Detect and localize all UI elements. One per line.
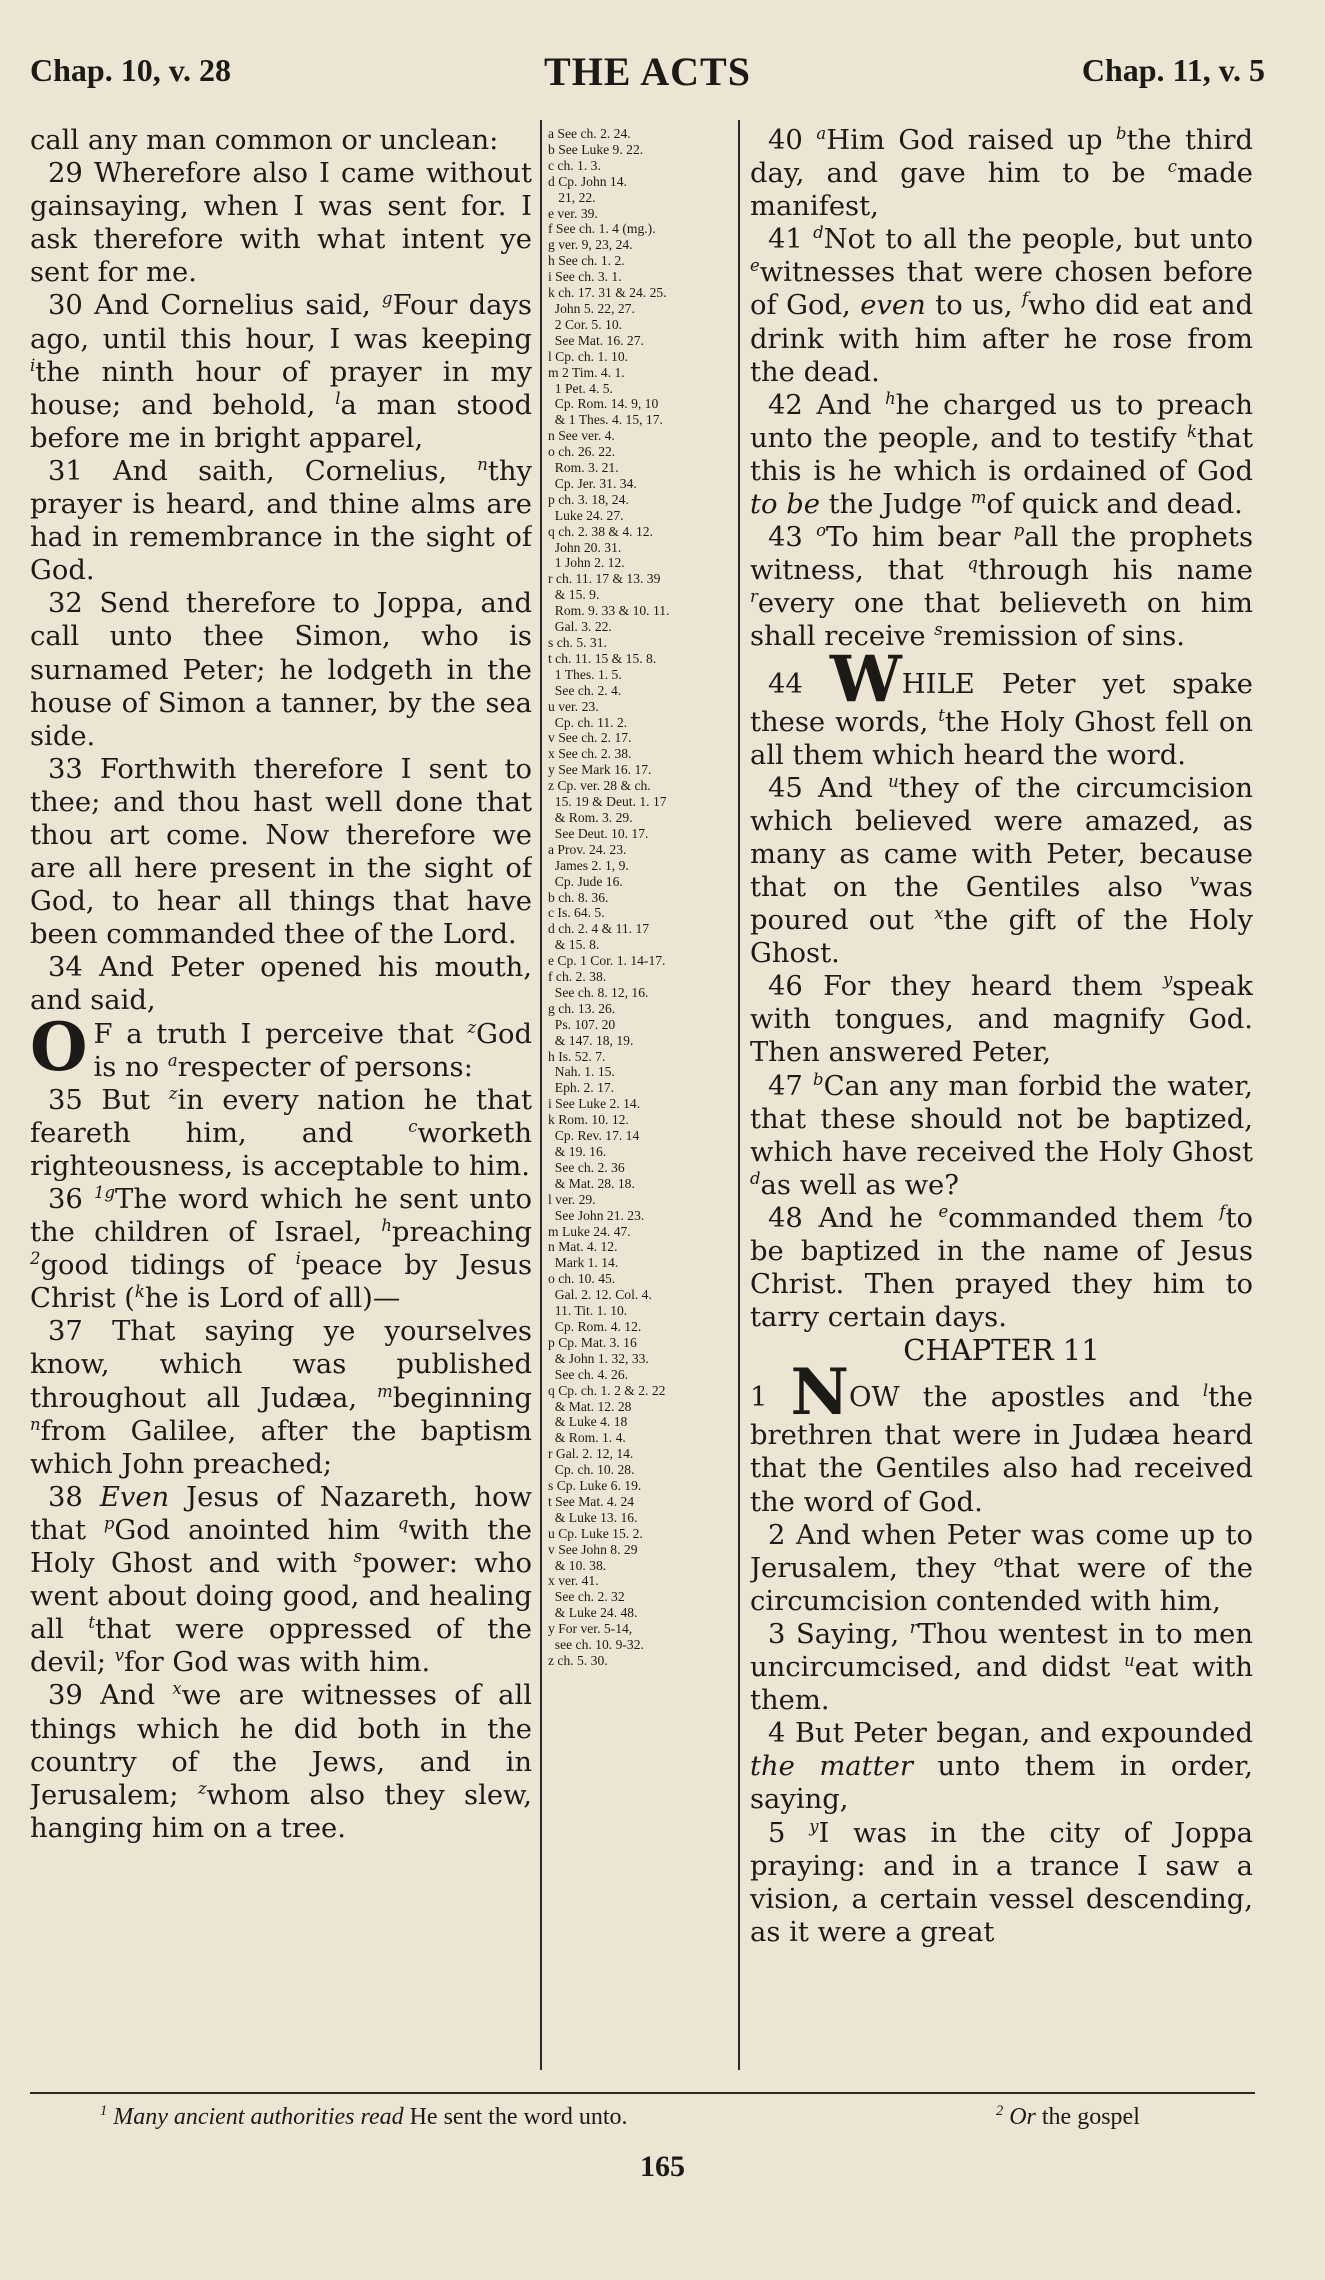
verse: 32 Send therefore to Joppa, and call unto thee Simon, who is surnamed Peter; he lodgeth in the house of Simon a tanner, by the sea side.	[30, 588, 532, 752]
cross-reference-line: u ver. 23.	[548, 698, 599, 714]
cross-reference-line: Cp. ch. 11. 2.	[548, 714, 628, 730]
verse: 30 And Cornelius said, $^g$Four days ago, until this hour, I was keeping $^i$the ninth hour of prayer in my house; and behold, $^l$a man stood before me in bright apparel,	[30, 289, 532, 454]
cross-reference-line: Cp. Jer. 31. 34.	[548, 475, 637, 491]
right-text-column	[750, 124, 1253, 2064]
cross-reference-line: s Cp. Luke 6. 19.	[548, 1478, 642, 1494]
page-number: 165	[640, 2150, 685, 2183]
cross-reference-line: t ch. 11. 15 & 15. 8.	[548, 650, 657, 666]
cross-reference-line: Gal. 2. 12. Col. 4.	[548, 1287, 652, 1303]
cross-reference-line: c ch. 1. 3.	[548, 157, 601, 173]
verse: 4 But Peter began, and expounded the matter unto them in order, saying,	[750, 1718, 1253, 1816]
verse: 39 And $^x$we are witnesses of all things which he did both in the country of the Jews, and in Jerusalem; $^z$whom also they slew, hanging him on a tree.	[30, 1679, 532, 1844]
cross-reference-line: n See ver. 4.	[548, 428, 615, 444]
cross-reference-line: See ch. 4. 26.	[548, 1366, 629, 1382]
cross-reference-line: p Cp. Mat. 3. 16	[548, 1334, 637, 1350]
cross-reference-line: y For ver. 5-14,	[548, 1621, 633, 1637]
cross-reference-line: l Cp. ch. 1. 10.	[548, 348, 629, 364]
verse-dropcap-paragraph: O F a truth I perceive that $^z$God is no $^a$respecter of persons:	[30, 1007, 532, 1086]
verse: 35 But $^z$in every nation he that feareth him, and $^c$worketh righteousness, is acceptable to him.	[30, 1083, 532, 1182]
cross-reference-line: See Deut. 10. 17.	[548, 825, 649, 841]
cross-reference-line: k ch. 17. 31 & 24. 25.	[548, 285, 667, 301]
verse: 40 $^a$Him God raised up $^b$the third day, and gave him to be $^c$made manifest,	[750, 124, 1253, 223]
verse: 33 Forthwith therefore I sent to thee; and thou hast well done that thou art come. Now therefore we are all here present in the sight of God, to hear all things that have been commanded thee of the Lord.	[30, 753, 532, 951]
cross-reference-line: & 15. 9.	[548, 587, 600, 603]
cross-reference-line: a Prov. 24. 23.	[548, 841, 627, 857]
cross-reference-line: See ch. 2. 36	[548, 1159, 625, 1175]
cross-reference-line: Cp. Rev. 17. 14	[548, 1128, 640, 1144]
verse: 2 And when Peter was come up to Jerusalem, they $^o$that were of the circumcision contended with him,	[750, 1519, 1253, 1617]
left-text-column	[30, 124, 532, 2064]
cross-reference-line: d Cp. John 14.	[548, 173, 627, 189]
verse: 42 And $^h$he charged us to preach unto the people, and to testify $^k$that this is he which is ordained of God to be the Judge $^m$of quick and dead.	[750, 388, 1253, 521]
cross-reference-line: 21, 22.	[548, 189, 596, 205]
cross-reference-line: o ch. 10. 45.	[548, 1271, 616, 1287]
cross-reference-line: t See Mat. 4. 24	[548, 1493, 635, 1509]
cross-reference-line: See ch. 2. 32	[548, 1589, 625, 1605]
cross-reference-line: Ps. 107. 20	[548, 1016, 616, 1032]
cross-reference-line: & Mat. 28. 18.	[548, 1175, 635, 1191]
cross-reference-line: John 20. 31.	[548, 539, 622, 555]
dropcap-letter: N	[790, 1355, 850, 1431]
verse: 44 WHILE Peter yet spake these words, $^t$the Holy Ghost fell on all them which heard the word.	[750, 641, 1253, 771]
cross-reference-line: See John 21. 23.	[548, 1207, 645, 1223]
cross-reference-line: 2 Cor. 5. 10.	[548, 316, 623, 332]
verse: 34 And Peter opened his mouth, and said,	[30, 952, 532, 1017]
cross-reference-line: & Rom. 1. 4.	[548, 1430, 626, 1446]
verse: 46 For they heard them $^y$speak with tongues, and magnify God. Then answered Peter,	[750, 970, 1253, 1069]
cross-reference-line: Cp. Jude 16.	[548, 873, 623, 889]
verse: 41 $^d$Not to all the people, but unto $^e$witnesses that were chosen before of God, even to us, $^f$who did eat and drink with him after he rose from the dead.	[750, 223, 1253, 388]
cross-reference-line: i See Luke 2. 14.	[548, 1096, 641, 1112]
cross-reference-line: & 15. 8.	[548, 937, 600, 953]
cross-reference-line: d ch. 2. 4 & 11. 17	[548, 921, 650, 937]
verse: 43 $^o$To him bear $^p$all the prophets witness, that $^q$through his name $^r$every one that believeth on him shall receive $^s$remission of sins.	[750, 521, 1253, 653]
cross-reference-line: p ch. 3. 18, 24.	[548, 491, 629, 507]
cross-reference-line: & Luke 24. 48.	[548, 1605, 638, 1621]
cross-reference-column	[548, 126, 732, 2071]
verse: 38 Even Jesus of Nazareth, how that $^p$God anointed him $^q$with the Holy Ghost and with $^s$power: who went about doing good, and healing all $^t$that were oppressed of the devil; $^v$for God was with him.	[30, 1481, 532, 1679]
cross-reference-line: & 1 Thes. 4. 15, 17.	[548, 412, 663, 428]
running-head	[30, 49, 1265, 104]
cross-reference-line: z Cp. ver. 28 & ch.	[548, 778, 651, 794]
cross-reference-line: h See ch. 1. 2.	[548, 253, 625, 269]
cross-reference-line: g ver. 9, 23, 24.	[548, 237, 633, 253]
cross-reference-line: q ch. 2. 38 & 4. 12.	[548, 523, 653, 539]
cross-reference-line: s ch. 5. 31.	[548, 635, 607, 650]
book-title: THE ACTS	[544, 49, 751, 94]
cross-reference-line: a See ch. 2. 24.	[548, 126, 631, 141]
cross-reference-line: Rom. 9. 33 & 10. 11.	[548, 603, 670, 619]
footnotes	[30, 2104, 1255, 2142]
cross-reference-line: f See ch. 1. 4 (mg.).	[548, 221, 656, 237]
verse: 29 Wherefore also I came without gainsaying, when I was sent for. I ask therefore with what intent ye sent for me.	[30, 158, 532, 289]
cross-reference-line: r ch. 11. 17 & 13. 39	[548, 571, 661, 587]
cross-reference-line: & Luke 13. 16.	[548, 1509, 638, 1525]
cross-reference-line: f ch. 2. 38.	[548, 969, 607, 985]
cross-reference-line: Cp. Rom. 4. 12.	[548, 1318, 642, 1334]
cross-reference-line: & Luke 4. 18	[548, 1414, 628, 1430]
cross-reference-line: q Cp. ch. 1. 2 & 2. 22	[548, 1382, 666, 1398]
cross-reference-line: v See ch. 2. 17.	[548, 730, 632, 746]
cross-reference-line: John 5. 22, 27.	[548, 300, 635, 316]
cross-reference-line: & Rom. 3. 29.	[548, 809, 633, 825]
cross-reference-line: r Gal. 2. 12, 14.	[548, 1446, 634, 1462]
cross-reference-line: See ch. 2. 4.	[548, 682, 622, 698]
cross-reference-line: h Is. 52. 7.	[548, 1048, 606, 1064]
cross-reference-line: z ch. 5. 30.	[548, 1653, 608, 1668]
cross-reference-line: Mark 1. 14.	[548, 1255, 619, 1271]
verse: 5 $^y$I was in the city of Joppa praying: and in a trance I saw a vision, a certain vessel descending, as it were a great	[750, 1816, 1253, 1948]
cross-reference-line: c Is. 64. 5.	[548, 905, 605, 921]
cross-reference-line: & 10. 38.	[548, 1557, 607, 1573]
cross-reference-line: Cp. Rom. 14. 9, 10	[548, 396, 659, 412]
cross-reference-line: e Cp. 1 Cor. 1. 14-17.	[548, 953, 666, 969]
cross-reference-line: 1 John 2. 12.	[548, 555, 625, 571]
cross-reference-line: Nah. 1. 15.	[548, 1064, 615, 1080]
cross-reference-line: i See ch. 3. 1.	[548, 269, 622, 285]
verse: 36 $^{1g}$The word which he sent unto the children of Israel, $^h$preaching $^2$good tidings of $^i$peace by Jesus Christ ($^k$he is Lord of all)—	[30, 1182, 532, 1315]
cross-reference-line: & 19. 16.	[548, 1144, 607, 1159]
cross-reference-line: y See Mark 16. 17.	[548, 762, 652, 778]
cross-reference-line: Gal. 3. 22.	[548, 619, 612, 635]
cross-reference-line: g ch. 13. 26.	[548, 1000, 616, 1016]
cross-reference-line: x See ch. 2. 38.	[548, 746, 632, 762]
cross-reference-line: See Mat. 16. 27.	[548, 332, 644, 348]
verse-dropcap-paragraph: 1 NOW the apostles and $^l$the brethren that were in Judæa heard that the Gentiles also had received the word of God.	[750, 1355, 1253, 1518]
cross-reference-line: m 2 Tim. 4. 1.	[548, 364, 625, 380]
cross-reference-line: Eph. 2. 17.	[548, 1080, 615, 1096]
cross-reference-line: b ch. 8. 36.	[548, 889, 609, 905]
verse: 47 $^b$Can any man forbid the water, that these should not be baptized, which have received the Holy Ghost $^d$as well as we?	[750, 1069, 1253, 1201]
cross-reference-line: see ch. 10. 9-32.	[548, 1637, 644, 1653]
cross-reference-line: 11. Tit. 1. 10.	[548, 1303, 628, 1319]
cross-reference-line: James 2. 1, 9.	[548, 857, 629, 873]
chapter-verse-right: Chap. 11, v. 5	[1081, 52, 1265, 88]
dropcap-letter: O	[30, 1007, 88, 1086]
cross-reference-line: k Rom. 10. 12.	[548, 1112, 629, 1128]
verse: 37 That saying ye yourselves know, which was published throughout all Judæa, $^m$beginning $^n$from Galilee, after the baptism which John preached;	[30, 1316, 532, 1480]
cross-reference-line: Rom. 3. 21.	[548, 460, 619, 476]
verse-text: call any man common or unclean:	[30, 125, 499, 156]
cross-reference-line: & 147. 18, 19.	[548, 1032, 634, 1048]
cross-reference-line: Cp. ch. 10. 28.	[548, 1462, 635, 1478]
cross-reference-line: 1 Thes. 1. 5.	[548, 666, 622, 682]
cross-reference-line: e ver. 39.	[548, 205, 598, 221]
cross-reference-line: b See Luke 9. 22.	[548, 141, 644, 157]
column-rule-right	[738, 120, 740, 2070]
footnote-rule	[30, 2092, 1255, 2094]
cross-reference-line: x ver. 41.	[548, 1573, 599, 1589]
cross-reference-line: u Cp. Luke 15. 2.	[548, 1525, 643, 1541]
cross-reference-line: 15. 19 & Deut. 1. 17	[548, 794, 667, 810]
cross-reference-line: Luke 24. 27.	[548, 507, 624, 523]
dropcap-letter: W	[829, 641, 902, 717]
footnote-2: $^2$ Or the gospel	[996, 2103, 1140, 2130]
verse: 31 And saith, Cornelius, $^n$thy prayer is heard, and thine alms are had in remembrance in the sight of God.	[30, 454, 532, 587]
cross-reference-line: & Mat. 12. 28	[548, 1398, 632, 1414]
cross-reference-line: m Luke 24. 47.	[548, 1223, 631, 1239]
column-rule-left	[540, 120, 542, 2070]
cross-reference-line: & John 1. 32, 33.	[548, 1350, 649, 1366]
cross-reference-line: o ch. 26. 22.	[548, 444, 616, 460]
cross-reference-line: v See John 8. 29	[548, 1541, 638, 1557]
footnote-1: $^1$ Many ancient authorities read He sent the word unto.	[100, 2103, 628, 2130]
verse: 3 Saying, $^r$Thou wentest in to men uncircumcised, and didst $^u$eat with them.	[750, 1617, 1253, 1717]
cross-reference-line: 1 Pet. 4. 5.	[548, 380, 613, 396]
verse: 48 And he $^e$commanded them $^f$to be baptized in the name of Jesus Christ. Then prayed they him to tarry certain days.	[750, 1201, 1253, 1334]
cross-reference-line: See ch. 8. 12, 16.	[548, 984, 649, 1000]
verse: 45 And $^u$they of the circumcision which believed were amazed, as many as came with Peter, because that on the Gentiles also $^v$was poured out $^x$the gift of the Holy Ghost.	[750, 771, 1253, 970]
cross-reference-line: l ver. 29.	[548, 1191, 596, 1207]
chapter-heading: CHAPTER 11	[903, 1333, 1100, 1368]
chapter-verse-left: Chap. 10, v. 28	[30, 52, 231, 88]
cross-reference-line: n Mat. 4. 12.	[548, 1239, 618, 1255]
